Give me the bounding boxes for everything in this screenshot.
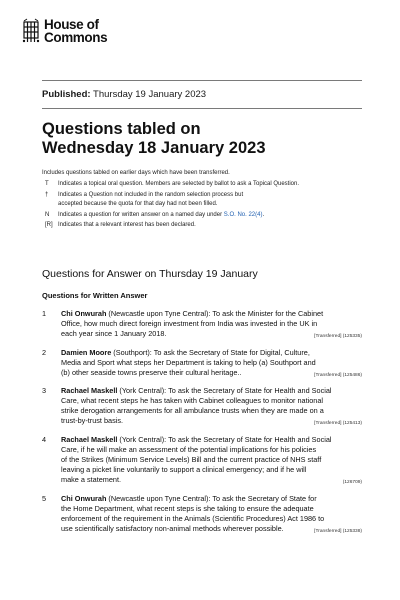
question-number: 3 xyxy=(42,386,47,395)
question-line xyxy=(61,435,361,445)
logo-line-1: House of xyxy=(44,17,99,32)
logo-wordmark xyxy=(44,18,107,44)
question-text: To ask the Secretary of State for Digital, Culture, xyxy=(151,348,310,357)
key-symbol: [R] xyxy=(45,222,53,228)
question-item xyxy=(42,309,362,341)
question-line xyxy=(61,348,361,358)
question-tag: [Transferred] (125338) xyxy=(314,529,362,534)
question-line: use scientifically satisfactory non-animal methods wherever possible. xyxy=(61,524,284,533)
question-line: (b) other seaside towns preserve their cultural heritage.. xyxy=(61,368,242,377)
question-tag: [Transferred] (125486) xyxy=(314,373,362,378)
question-line: strike derogation arrangements for all ambulance trusts when they are made on a xyxy=(61,406,324,415)
portcullis-icon xyxy=(22,18,40,44)
question-item xyxy=(42,494,362,536)
question-text: To ask the Minister for the Cabinet xyxy=(210,309,324,318)
question-tag: (126709) xyxy=(342,480,362,485)
standing-order-link[interactable]: S.O. No. 22(4) xyxy=(223,212,263,218)
published-label: Published: xyxy=(42,89,91,100)
question-line: the Home Department, what recent steps is she taking to ensure the adequate xyxy=(61,504,314,513)
key-text: accepted because the quota for that day had not been filled. xyxy=(58,201,218,207)
title-line-1: Questions tabled on xyxy=(42,120,201,138)
question-line xyxy=(61,494,361,504)
member-name: Chi Onwurah xyxy=(61,309,107,318)
key-text: Indicates that a relevant interest has been declared. xyxy=(58,222,196,228)
question-body xyxy=(61,435,361,485)
published-date: Thursday 19 January 2023 xyxy=(93,89,207,100)
constituency: (Newcastle upon Tyne Central): xyxy=(106,494,211,503)
question-number: 2 xyxy=(42,348,47,357)
question-line: each year since 1 January 2018. xyxy=(61,329,167,338)
question-line: Office, how much direct foreign investment from India was invested in the UK in xyxy=(61,319,318,328)
question-line: Media and Sport what steps her Department is taking to help (a) Southport and xyxy=(61,358,316,367)
member-name: Rachael Maskell xyxy=(61,386,118,395)
question-item xyxy=(42,435,362,487)
question-line xyxy=(61,309,361,319)
question-tag: [Transferred] (125413) xyxy=(314,421,362,426)
top-divider xyxy=(42,80,362,81)
question-line xyxy=(61,386,361,396)
question-text: To ask the Secretary of State for Health and Social xyxy=(166,435,332,444)
key-text xyxy=(58,212,264,218)
key-text: Indicates a Question not included in the random selection process but xyxy=(58,192,244,198)
question-item xyxy=(42,386,362,428)
member-name: Chi Onwurah xyxy=(61,494,107,503)
constituency: (York Central): xyxy=(117,435,167,444)
key-text-main: Indicates a question for written answer on a named day under xyxy=(58,212,223,218)
question-line: trust-by-trust basis. xyxy=(61,416,124,425)
subheading: Questions for Written Answer xyxy=(42,291,148,300)
question-line: leaving a picket line voluntarily to support a clinical emergency; and if he will xyxy=(61,465,307,474)
page-title xyxy=(42,120,266,158)
question-tag: [Transferred] (125335) xyxy=(314,334,362,339)
key-symbol: N xyxy=(45,212,50,218)
question-text: To ask the Secretary of State for Health and Social xyxy=(166,386,332,395)
question-line: enforcement of the requirement in the Animals (Scientific Procedures) Act 1986 to xyxy=(61,514,325,523)
member-name: Damien Moore xyxy=(61,348,112,357)
parliament-logo xyxy=(22,18,107,44)
constituency: (Newcastle upon Tyne Central): xyxy=(106,309,211,318)
constituency: (York Central): xyxy=(117,386,167,395)
question-text: To ask the Secretary of State for xyxy=(210,494,317,503)
question-line: make a statement. xyxy=(61,475,122,484)
key-text: Indicates a topical oral question. Members are selected by ballot to ask a Topical Question. xyxy=(58,181,300,187)
question-item xyxy=(42,348,362,380)
intro-text: Includes questions tabled on earlier days which have been transferred. xyxy=(42,170,230,176)
question-number: 4 xyxy=(42,435,47,444)
question-number: 5 xyxy=(42,494,47,503)
question-number: 1 xyxy=(42,309,47,318)
logo-line-2: Commons xyxy=(44,30,108,45)
question-line: Care, what recent steps he has taken with Cabinet colleagues to monitor national xyxy=(61,396,324,405)
member-name: Rachael Maskell xyxy=(61,435,118,444)
key-text-suffix: . xyxy=(262,212,265,218)
key-symbol: † xyxy=(45,192,49,198)
question-line: Care, if he will make an assessment of the potential implications for his policies xyxy=(61,445,317,454)
constituency: (Southport): xyxy=(111,348,152,357)
bottom-divider xyxy=(42,108,362,109)
published-line xyxy=(42,89,206,100)
question-line: of the Strikes (Minimum Service Levels) Bill and the current practice of NHS staff xyxy=(61,455,322,464)
section-title: Questions for Answer on Thursday 19 January xyxy=(42,268,258,280)
title-line-2: Wednesday 18 January 2023 xyxy=(42,139,266,157)
key-symbol: T xyxy=(45,181,49,187)
